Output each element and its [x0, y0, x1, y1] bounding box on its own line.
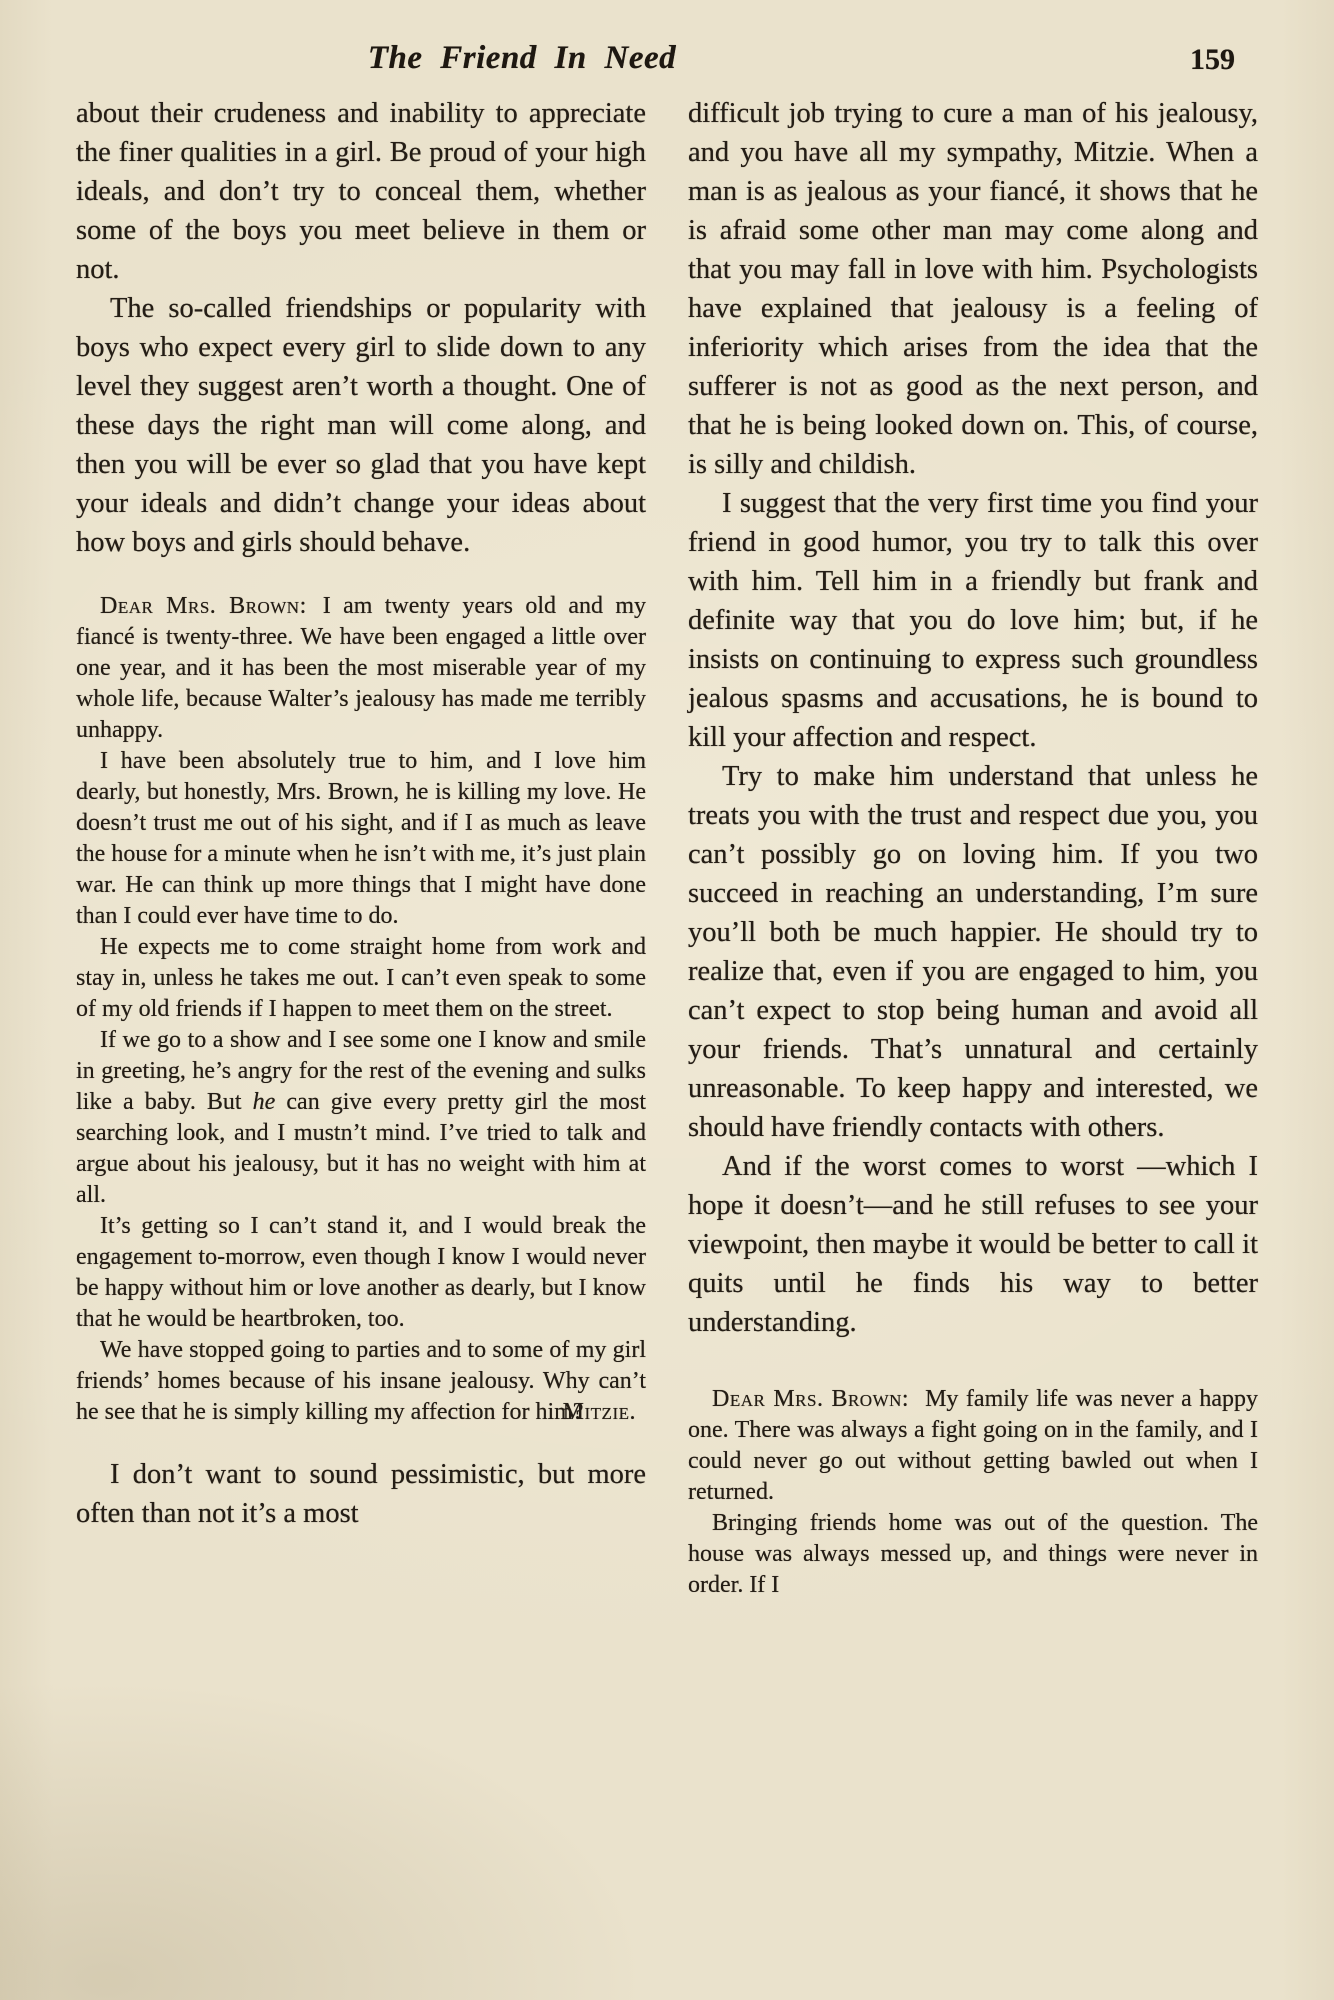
letter-paragraph — [76, 1025, 646, 1211]
letter-text: If we go to a show and I see some one I know and smile in greeting, he’s angry for the rest of the evening and sulks like a baby. But — [76, 1027, 646, 1115]
letter-paragraph-salutation — [76, 591, 646, 746]
letter-paragraph-salutation — [688, 1384, 1258, 1508]
page-number: 159 — [1190, 43, 1235, 76]
reply-paragraph: The so-called friendships or popularity with boys who expect every girl to slide down to any level they suggest aren’t worth a thought. One of these days the right man will come along, and then you will be ever so glad that you have kept your ideals and didn’t change your ideas about how boys and girls should behave. — [76, 293, 646, 558]
reply-paragraph-continued: difficult job trying to cure a man of his jealousy, and you have all my sympathy, Mitzie. When a man is as jealous as your fiancé, it shows that he is afraid some other man may come along and that you may fall in love with him. Psychologists have explained that jealousy is a feeling of inferiority which arises from the idea that the sufferer is not as good as the next person, and that he is being looked down on. This, of course, is silly and childish. — [688, 98, 1258, 480]
reply-paragraph: Try to make him understand that unless he treats you with the trust and respect due you, you can’t possibly go on loving him. If you two succeed in reaching an understanding, I’m sure you’ll both be much happier. He should try to realize that, even if you are engaged to him, you can’t expect to stop being human and avoid all your friends. That’s unnatural and certainly unreasonable. To keep happy and interested, we should have friendly contacts with others. — [688, 761, 1258, 1143]
letter-paragraph: He expects me to come straight home from work and stay in, unless he takes me out. I can’t even speak to some of my old friends if I happen to meet them on the street. — [76, 934, 646, 1022]
reply-paragraph: And if the worst comes to worst —which I hope it doesn’t—and he still refuses to see your viewpoint, then maybe it would be better to call it quits until he finds his way to better understanding. — [688, 1151, 1258, 1338]
letter-salutation: Dear Mrs. Brown: — [712, 1386, 910, 1412]
letter-paragraph: We have stopped going to parties and to some of my girl friends’ homes because of his insane jealousy. Why can’t he see that he is simply killing my affection for him? — [76, 1337, 646, 1425]
letter-paragraph: Bringing friends home was out of the question. The house was always messed up, and things were never in order. If I — [688, 1510, 1258, 1598]
right-column — [688, 94, 1258, 1601]
text-columns — [76, 94, 1258, 1601]
letter-text: can give every pretty girl the most searching look, and I mustn’t mind. I’ve tried to talk and argue about his jealousy, but it has no weight with him at all. — [76, 1089, 646, 1208]
letter-from-mitzie — [76, 591, 646, 1428]
emphasized-word: he — [252, 1089, 276, 1115]
letter-text: My family life was never a happy one. There was always a fight going on in the family, and I could never go out without getting bawled out when I returned. — [688, 1386, 1258, 1505]
reply-paragraph: I suggest that the very first time you find your friend in good humor, you try to talk this over with him. Tell him in a friendly but frank and definite way that you do love him; but, if he insists on continuing to express such groundless jealous spasms and accusations, he is bound to kill your affection and respect. — [688, 488, 1258, 753]
reply-paragraph-continued: about their crudeness and inability to appreciate the finer qualities in a girl. Be proud of your high ideals, and don’t try to conceal them, whether some of the boys you meet believe in them or not. — [76, 98, 646, 285]
letter-paragraph: It’s getting so I can’t stand it, and I would break the engagement to-morrow, even though I know I would never be happy without him or love another as dearly, but I know that he would be heartbroken, too. — [76, 1213, 646, 1332]
letter-second — [688, 1384, 1258, 1601]
letter-salutation: Dear Mrs. Brown: — [100, 593, 307, 619]
letter-text: I am twenty years old and my fiancé is twenty-three. We have been engaged a little over one year, and it has been the most miserable year of my whole life, because Walter’s jealousy has made me terribly unhappy. — [76, 593, 646, 743]
left-column — [76, 94, 646, 1601]
letter-paragraph: I have been absolutely true to him, and I love him dearly, but honestly, Mrs. Brown, he is killing my love. He doesn’t trust me out of his sight, and if I as much as leave the house for a minute when he isn’t with me, it’s just plain war. He can think up more things that I might have done than I could ever have time to do. — [76, 748, 646, 929]
running-title: The Friend In Need — [367, 40, 677, 76]
letter-signature: Mitzie. — [562, 1399, 636, 1425]
reply-paragraph-start: I don’t want to sound pessimistic, but more often than not it’s a most — [76, 1459, 646, 1529]
